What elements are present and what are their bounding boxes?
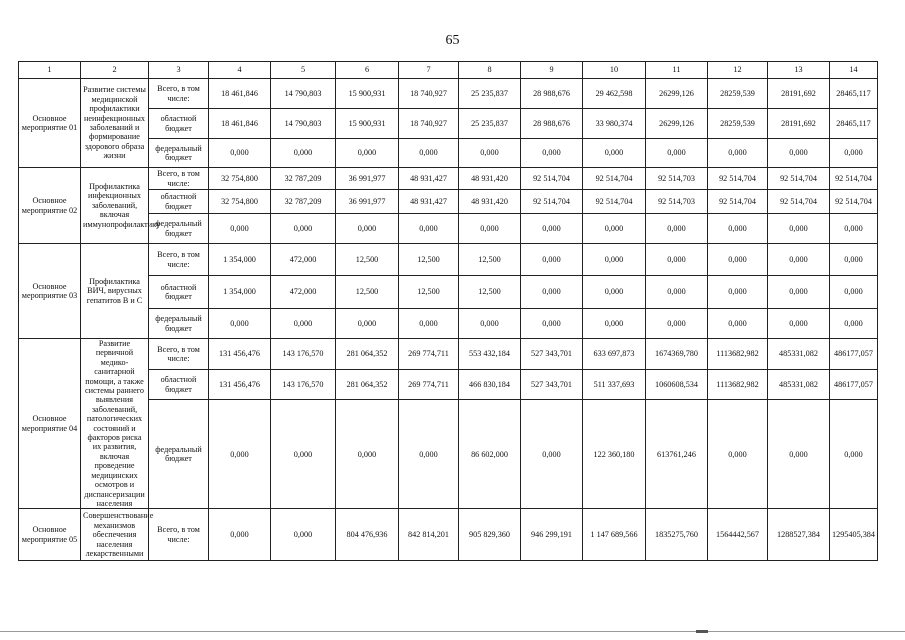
value-cell: 0,000 bbox=[459, 139, 521, 168]
value-cell: 18 740,927 bbox=[399, 79, 459, 109]
header-cell: 3 bbox=[149, 62, 209, 79]
event-cell: Основное мероприятие 01 bbox=[19, 79, 81, 168]
value-cell: 905 829,360 bbox=[459, 509, 521, 561]
value-cell: 0,000 bbox=[399, 309, 459, 339]
value-cell: 0,000 bbox=[336, 214, 399, 244]
value-cell: 15 900,931 bbox=[336, 79, 399, 109]
value-cell: 33 980,374 bbox=[583, 109, 646, 139]
value-cell: 0,000 bbox=[209, 509, 271, 561]
value-cell: 0,000 bbox=[336, 139, 399, 168]
page-edge-mark bbox=[696, 630, 708, 633]
value-cell: 0,000 bbox=[209, 214, 271, 244]
value-cell: 28259,539 bbox=[708, 109, 768, 139]
value-cell: 1674369,780 bbox=[646, 339, 708, 370]
event-cell: Основное мероприятие 04 bbox=[19, 339, 81, 509]
value-cell: 28465,117 bbox=[830, 79, 878, 109]
header-cell: 10 bbox=[583, 62, 646, 79]
value-cell: 28465,117 bbox=[830, 109, 878, 139]
header-cell: 5 bbox=[271, 62, 336, 79]
header-cell: 2 bbox=[81, 62, 149, 79]
value-cell: 0,000 bbox=[646, 244, 708, 276]
value-cell: 0,000 bbox=[830, 276, 878, 309]
funding-source-cell: федеральный бюджет bbox=[149, 400, 209, 509]
value-cell: 0,000 bbox=[646, 214, 708, 244]
value-cell: 0,000 bbox=[830, 139, 878, 168]
value-cell: 842 814,201 bbox=[399, 509, 459, 561]
funding-table bbox=[18, 61, 878, 561]
funding-source-cell: областной бюджет bbox=[149, 370, 209, 400]
header-cell: 1 bbox=[19, 62, 81, 79]
funding-source-cell: Всего, в том числе: bbox=[149, 79, 209, 109]
value-cell: 92 514,703 bbox=[646, 168, 708, 190]
value-cell: 511 337,693 bbox=[583, 370, 646, 400]
value-cell: 28 988,676 bbox=[521, 109, 583, 139]
header-cell: 6 bbox=[336, 62, 399, 79]
header-cell: 11 bbox=[646, 62, 708, 79]
value-cell: 15 900,931 bbox=[336, 109, 399, 139]
value-cell: 553 432,184 bbox=[459, 339, 521, 370]
value-cell: 26299,126 bbox=[646, 79, 708, 109]
value-cell: 12,500 bbox=[336, 276, 399, 309]
value-cell: 1295405,384 bbox=[830, 509, 878, 561]
value-cell: 0,000 bbox=[521, 214, 583, 244]
value-cell: 527 343,701 bbox=[521, 339, 583, 370]
value-cell: 1113682,982 bbox=[708, 339, 768, 370]
value-cell: 26299,126 bbox=[646, 109, 708, 139]
value-cell: 92 514,704 bbox=[583, 168, 646, 190]
value-cell: 1 354,000 bbox=[209, 276, 271, 309]
value-cell: 486177,057 bbox=[830, 370, 878, 400]
header-cell: 12 bbox=[708, 62, 768, 79]
table-body bbox=[19, 62, 878, 561]
value-cell: 14 790,803 bbox=[271, 109, 336, 139]
value-cell: 0,000 bbox=[271, 400, 336, 509]
value-cell: 92 514,704 bbox=[768, 168, 830, 190]
value-cell: 131 456,476 bbox=[209, 339, 271, 370]
value-cell: 48 931,420 bbox=[459, 190, 521, 214]
value-cell: 281 064,352 bbox=[336, 370, 399, 400]
header-cell: 7 bbox=[399, 62, 459, 79]
value-cell: 25 235,837 bbox=[459, 79, 521, 109]
value-cell: 0,000 bbox=[209, 400, 271, 509]
table-row bbox=[19, 509, 878, 561]
value-cell: 0,000 bbox=[768, 139, 830, 168]
value-cell: 1564442,567 bbox=[708, 509, 768, 561]
table-row bbox=[19, 339, 878, 370]
value-cell: 92 514,704 bbox=[830, 190, 878, 214]
value-cell: 12,500 bbox=[399, 276, 459, 309]
value-cell: 0,000 bbox=[768, 276, 830, 309]
header-cell: 13 bbox=[768, 62, 830, 79]
value-cell: 0,000 bbox=[209, 309, 271, 339]
value-cell: 0,000 bbox=[459, 309, 521, 339]
value-cell: 12,500 bbox=[336, 244, 399, 276]
value-cell: 1060608,534 bbox=[646, 370, 708, 400]
value-cell: 92 514,704 bbox=[583, 190, 646, 214]
event-name-cell: Профилактика ВИЧ, вирусных гепатитов В и С bbox=[81, 244, 149, 339]
value-cell: 86 602,000 bbox=[459, 400, 521, 509]
funding-source-cell: Всего, в том числе: bbox=[149, 168, 209, 190]
value-cell: 472,000 bbox=[271, 244, 336, 276]
value-cell: 0,000 bbox=[399, 139, 459, 168]
value-cell: 946 299,191 bbox=[521, 509, 583, 561]
value-cell: 1 147 689,566 bbox=[583, 509, 646, 561]
value-cell: 0,000 bbox=[521, 400, 583, 509]
value-cell: 28191,692 bbox=[768, 109, 830, 139]
funding-source-cell: Всего, в том числе: bbox=[149, 509, 209, 561]
value-cell: 0,000 bbox=[459, 214, 521, 244]
value-cell: 92 514,704 bbox=[521, 168, 583, 190]
value-cell: 485331,082 bbox=[768, 339, 830, 370]
value-cell: 92 514,704 bbox=[521, 190, 583, 214]
value-cell: 0,000 bbox=[271, 509, 336, 561]
event-name-cell: Развитие системы медицинской профилактики неинфекционных заболеваний и формирование здорового образа жизни bbox=[81, 79, 149, 168]
value-cell: 613761,246 bbox=[646, 400, 708, 509]
value-cell: 131 456,476 bbox=[209, 370, 271, 400]
value-cell: 28259,539 bbox=[708, 79, 768, 109]
header-row bbox=[19, 62, 878, 79]
funding-source-cell: областной бюджет bbox=[149, 276, 209, 309]
value-cell: 0,000 bbox=[521, 276, 583, 309]
value-cell: 0,000 bbox=[708, 276, 768, 309]
value-cell: 0,000 bbox=[768, 244, 830, 276]
value-cell: 1835275,760 bbox=[646, 509, 708, 561]
value-cell: 122 360,180 bbox=[583, 400, 646, 509]
value-cell: 0,000 bbox=[271, 139, 336, 168]
value-cell: 48 931,427 bbox=[399, 190, 459, 214]
value-cell: 143 176,570 bbox=[271, 339, 336, 370]
page-number: 65 bbox=[445, 33, 460, 48]
value-cell: 18 461,846 bbox=[209, 79, 271, 109]
value-cell: 0,000 bbox=[521, 309, 583, 339]
value-cell: 0,000 bbox=[830, 400, 878, 509]
header-cell: 4 bbox=[209, 62, 271, 79]
value-cell: 466 830,184 bbox=[459, 370, 521, 400]
value-cell: 0,000 bbox=[830, 309, 878, 339]
value-cell: 1 354,000 bbox=[209, 244, 271, 276]
value-cell: 29 462,598 bbox=[583, 79, 646, 109]
value-cell: 28 988,676 bbox=[521, 79, 583, 109]
funding-source-cell: федеральный бюджет bbox=[149, 139, 209, 168]
event-cell: Основное мероприятие 03 bbox=[19, 244, 81, 339]
value-cell: 0,000 bbox=[271, 309, 336, 339]
funding-source-cell: федеральный бюджет bbox=[149, 214, 209, 244]
table-row bbox=[19, 79, 878, 109]
value-cell: 0,000 bbox=[646, 309, 708, 339]
value-cell: 143 176,570 bbox=[271, 370, 336, 400]
value-cell: 14 790,803 bbox=[271, 79, 336, 109]
value-cell: 1288527,384 bbox=[768, 509, 830, 561]
value-cell: 36 991,977 bbox=[336, 168, 399, 190]
value-cell: 32 754,800 bbox=[209, 168, 271, 190]
value-cell: 48 931,427 bbox=[399, 168, 459, 190]
value-cell: 0,000 bbox=[583, 139, 646, 168]
value-cell: 0,000 bbox=[399, 214, 459, 244]
event-name-cell: Развитие первичной медико-санитарной помощи, а также системы раннего выявления заболеваний, патологических состояний и факторов риска их развития, включая проведение медицинских осмотров и диспансеризации населения bbox=[81, 339, 149, 509]
page-edge-line bbox=[0, 631, 905, 632]
value-cell: 0,000 bbox=[336, 309, 399, 339]
value-cell: 527 343,701 bbox=[521, 370, 583, 400]
value-cell: 0,000 bbox=[830, 244, 878, 276]
value-cell: 18 740,927 bbox=[399, 109, 459, 139]
event-name-cell: Профилактика инфекционных заболеваний, включая иммунопрофилактику bbox=[81, 168, 149, 244]
header-cell: 9 bbox=[521, 62, 583, 79]
value-cell: 0,000 bbox=[521, 139, 583, 168]
value-cell: 0,000 bbox=[768, 309, 830, 339]
value-cell: 0,000 bbox=[336, 400, 399, 509]
value-cell: 633 697,873 bbox=[583, 339, 646, 370]
value-cell: 0,000 bbox=[521, 244, 583, 276]
value-cell: 0,000 bbox=[646, 276, 708, 309]
value-cell: 281 064,352 bbox=[336, 339, 399, 370]
value-cell: 0,000 bbox=[708, 309, 768, 339]
funding-source-cell: федеральный бюджет bbox=[149, 309, 209, 339]
value-cell: 48 931,420 bbox=[459, 168, 521, 190]
value-cell: 0,000 bbox=[708, 214, 768, 244]
event-cell: Основное мероприятие 02 bbox=[19, 168, 81, 244]
value-cell: 0,000 bbox=[768, 400, 830, 509]
value-cell: 485331,082 bbox=[768, 370, 830, 400]
value-cell: 269 774,711 bbox=[399, 370, 459, 400]
value-cell: 0,000 bbox=[209, 139, 271, 168]
value-cell: 0,000 bbox=[399, 400, 459, 509]
value-cell: 92 514,704 bbox=[708, 190, 768, 214]
funding-source-cell: областной бюджет bbox=[149, 190, 209, 214]
value-cell: 1113682,982 bbox=[708, 370, 768, 400]
header-cell: 14 bbox=[830, 62, 878, 79]
event-name-cell: Совершенствование механизмов обеспечения населения лекарственными bbox=[81, 509, 149, 561]
value-cell: 0,000 bbox=[646, 139, 708, 168]
funding-source-cell: Всего, в том числе: bbox=[149, 244, 209, 276]
value-cell: 25 235,837 bbox=[459, 109, 521, 139]
value-cell: 12,500 bbox=[459, 244, 521, 276]
value-cell: 0,000 bbox=[708, 139, 768, 168]
value-cell: 0,000 bbox=[768, 214, 830, 244]
value-cell: 0,000 bbox=[583, 244, 646, 276]
value-cell: 0,000 bbox=[708, 400, 768, 509]
value-cell: 0,000 bbox=[830, 214, 878, 244]
funding-source-cell: Всего, в том числе: bbox=[149, 339, 209, 370]
value-cell: 0,000 bbox=[583, 309, 646, 339]
value-cell: 12,500 bbox=[459, 276, 521, 309]
value-cell: 18 461,846 bbox=[209, 109, 271, 139]
value-cell: 36 991,977 bbox=[336, 190, 399, 214]
value-cell: 32 787,209 bbox=[271, 190, 336, 214]
value-cell: 0,000 bbox=[583, 276, 646, 309]
value-cell: 92 514,703 bbox=[646, 190, 708, 214]
value-cell: 0,000 bbox=[583, 214, 646, 244]
funding-source-cell: областной бюджет bbox=[149, 109, 209, 139]
value-cell: 32 787,209 bbox=[271, 168, 336, 190]
table-row bbox=[19, 168, 878, 190]
value-cell: 472,000 bbox=[271, 276, 336, 309]
header-cell: 8 bbox=[459, 62, 521, 79]
table-row bbox=[19, 244, 878, 276]
value-cell: 0,000 bbox=[271, 214, 336, 244]
value-cell: 92 514,704 bbox=[708, 168, 768, 190]
value-cell: 92 514,704 bbox=[830, 168, 878, 190]
value-cell: 269 774,711 bbox=[399, 339, 459, 370]
value-cell: 32 754,800 bbox=[209, 190, 271, 214]
value-cell: 0,000 bbox=[708, 244, 768, 276]
value-cell: 804 476,936 bbox=[336, 509, 399, 561]
value-cell: 486177,057 bbox=[830, 339, 878, 370]
event-cell: Основное мероприятие 05 bbox=[19, 509, 81, 561]
value-cell: 28191,692 bbox=[768, 79, 830, 109]
value-cell: 92 514,704 bbox=[768, 190, 830, 214]
value-cell: 12,500 bbox=[399, 244, 459, 276]
